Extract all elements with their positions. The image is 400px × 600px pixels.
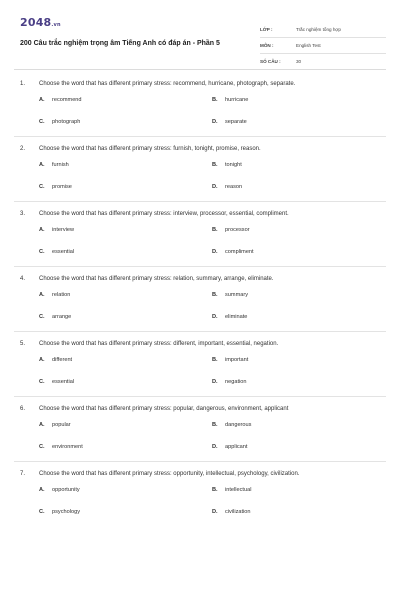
question-header: [14, 274, 386, 285]
option-text: furnish: [52, 162, 69, 168]
answer-option[interactable]: [39, 444, 83, 450]
option-text: interview: [52, 227, 75, 233]
question-text: Choose the word that has different primary stress: relation, summary, arrange, eliminate.: [39, 276, 274, 282]
header-divider: [14, 69, 386, 70]
option-letter: A.: [39, 357, 45, 363]
options-row: [14, 350, 386, 372]
option-text: separate: [225, 119, 247, 125]
question-number: 6.: [20, 406, 26, 412]
options-row: [14, 502, 386, 524]
option-text: dangerous: [225, 422, 252, 428]
answer-option[interactable]: [39, 162, 69, 168]
question-divider: [14, 461, 386, 462]
option-text: summary: [225, 292, 248, 298]
options-row: [14, 285, 386, 307]
option-letter: D.: [212, 119, 218, 125]
question-text: Choose the word that has different primary stress: opportunity, intellectual, psychology, civilization.: [39, 471, 300, 477]
question-list: [14, 79, 386, 524]
answer-option[interactable]: [212, 357, 248, 363]
question-item: [14, 339, 386, 397]
option-letter: D.: [212, 509, 218, 515]
meta-key: MÔN :: [260, 43, 274, 48]
question-item: [14, 144, 386, 202]
question-text: Choose the word that has different primary stress: different, important, essential, negation.: [39, 341, 279, 347]
meta-value: 30: [296, 59, 302, 64]
meta-row-class: [260, 22, 386, 38]
answer-option[interactable]: [39, 184, 72, 190]
options-row: [14, 112, 386, 134]
option-letter: A.: [39, 162, 45, 168]
option-letter: A.: [39, 97, 45, 103]
options-row: [14, 220, 386, 242]
option-letter: D.: [212, 444, 218, 450]
option-text: essential: [52, 249, 75, 255]
meta-key: SỐ CÂU :: [260, 59, 281, 64]
option-letter: D.: [212, 249, 218, 255]
question-header: [14, 404, 386, 415]
answer-option[interactable]: [39, 379, 74, 385]
question-header: [14, 144, 386, 155]
answer-option[interactable]: [212, 249, 254, 255]
question-text: Choose the word that has different primary stress: interview, processor, essential, compliment.: [39, 211, 289, 217]
options-row: [14, 372, 386, 394]
answer-option[interactable]: [39, 249, 74, 255]
option-text: opportunity: [52, 487, 80, 493]
document-title: 200 Câu trắc nghiệm trọng âm Tiếng Anh có đáp án - Phần 5: [20, 40, 220, 47]
options-row: [14, 177, 386, 199]
question-divider: [14, 396, 386, 397]
question-divider: [14, 331, 386, 332]
answer-option[interactable]: [212, 487, 251, 493]
answer-option[interactable]: [39, 314, 71, 320]
option-letter: A.: [39, 487, 45, 493]
answer-option[interactable]: [39, 509, 80, 515]
answer-option[interactable]: [212, 119, 247, 125]
question-number: 3.: [20, 211, 26, 217]
answer-option[interactable]: [212, 184, 242, 190]
option-letter: B.: [212, 422, 218, 428]
meta-value: Trắc nghiệm tổng hợp: [296, 27, 341, 32]
option-letter: C.: [39, 444, 45, 450]
option-letter: C.: [39, 314, 45, 320]
question-item: [14, 79, 386, 137]
option-text: processor: [225, 227, 250, 233]
option-text: negation: [225, 379, 247, 385]
answer-option[interactable]: [212, 314, 247, 320]
meta-value: English Test: [296, 43, 321, 48]
option-text: arrange: [52, 314, 72, 320]
question-text: Choose the word that has different primary stress: popular, dangerous, environment, applicant: [39, 406, 289, 412]
question-header: [14, 469, 386, 480]
option-text: compliment: [225, 249, 254, 255]
option-text: important: [225, 357, 249, 363]
question-number: 2.: [20, 146, 26, 152]
option-text: relation: [52, 292, 71, 298]
option-text: recommend: [52, 97, 82, 103]
answer-option[interactable]: [39, 292, 70, 298]
question-item: [14, 469, 386, 524]
question-header: [14, 339, 386, 350]
option-letter: C.: [39, 119, 45, 125]
option-letter: C.: [39, 379, 45, 385]
options-row: [14, 437, 386, 459]
options-row: [14, 242, 386, 264]
option-text: different: [52, 357, 73, 363]
option-text: essential: [52, 379, 75, 385]
answer-option[interactable]: [212, 379, 246, 385]
question-text: Choose the word that has different primary stress: recommend, hurricane, photograph, separate.: [39, 81, 296, 87]
meta-key: LỚP :: [260, 27, 273, 32]
question-header: [14, 79, 386, 90]
document-header: [14, 10, 386, 70]
option-letter: B.: [212, 487, 218, 493]
answer-option[interactable]: [39, 357, 72, 363]
question-divider: [14, 266, 386, 267]
option-letter: D.: [212, 184, 218, 190]
option-text: promise: [52, 184, 72, 190]
option-letter: B.: [212, 227, 218, 233]
option-letter: B.: [212, 162, 218, 168]
question-divider: [14, 136, 386, 137]
option-letter: C.: [39, 509, 45, 515]
option-text: applicant: [225, 444, 248, 450]
option-text: eliminate: [225, 314, 248, 320]
answer-option[interactable]: [39, 119, 80, 125]
options-row: [14, 415, 386, 437]
option-letter: B.: [212, 357, 218, 363]
question-divider: [14, 201, 386, 202]
document-meta: [260, 22, 386, 70]
question-item: [14, 404, 386, 462]
question-text: Choose the word that has different primary stress: furnish, tonight, promise, reason.: [39, 146, 261, 152]
question-header: [14, 209, 386, 220]
option-letter: A.: [39, 292, 45, 298]
options-row: [14, 90, 386, 112]
option-text: civilization: [225, 509, 251, 515]
option-letter: D.: [212, 314, 218, 320]
answer-option[interactable]: [212, 509, 251, 515]
answer-option[interactable]: [212, 162, 242, 168]
site-logo[interactable]: [20, 16, 61, 29]
options-row: [14, 155, 386, 177]
options-row: [14, 307, 386, 329]
answer-option[interactable]: [39, 97, 82, 103]
option-letter: B.: [212, 292, 218, 298]
option-text: environment: [52, 444, 83, 450]
answer-option[interactable]: [212, 422, 251, 428]
meta-row-question-count: [260, 54, 386, 70]
option-text: intellectual: [225, 487, 252, 493]
option-letter: B.: [212, 97, 218, 103]
option-text: hurricane: [225, 97, 249, 103]
option-text: reason: [225, 184, 243, 190]
logo-domain: .vn: [51, 22, 61, 28]
answer-option[interactable]: [39, 422, 71, 428]
question-number: 5.: [20, 341, 26, 347]
question-number: 7.: [20, 471, 26, 477]
answer-option[interactable]: [212, 444, 247, 450]
option-letter: D.: [212, 379, 218, 385]
option-text: psychology: [52, 509, 80, 515]
question-number: 1.: [20, 81, 26, 87]
question-item: [14, 274, 386, 332]
answer-option[interactable]: [212, 227, 250, 233]
answer-option[interactable]: [212, 97, 248, 103]
logo-text: 2048: [20, 16, 52, 29]
answer-option[interactable]: [39, 227, 74, 233]
option-letter: C.: [39, 184, 45, 190]
answer-option[interactable]: [212, 292, 248, 298]
option-text: popular: [52, 422, 71, 428]
answer-option[interactable]: [39, 487, 80, 493]
option-letter: A.: [39, 422, 45, 428]
option-text: tonight: [225, 162, 242, 168]
options-row: [14, 480, 386, 502]
option-letter: C.: [39, 249, 45, 255]
option-text: photograph: [52, 119, 81, 125]
option-letter: A.: [39, 227, 45, 233]
question-number: 4.: [20, 276, 26, 282]
meta-row-subject: [260, 38, 386, 54]
question-item: [14, 209, 386, 267]
